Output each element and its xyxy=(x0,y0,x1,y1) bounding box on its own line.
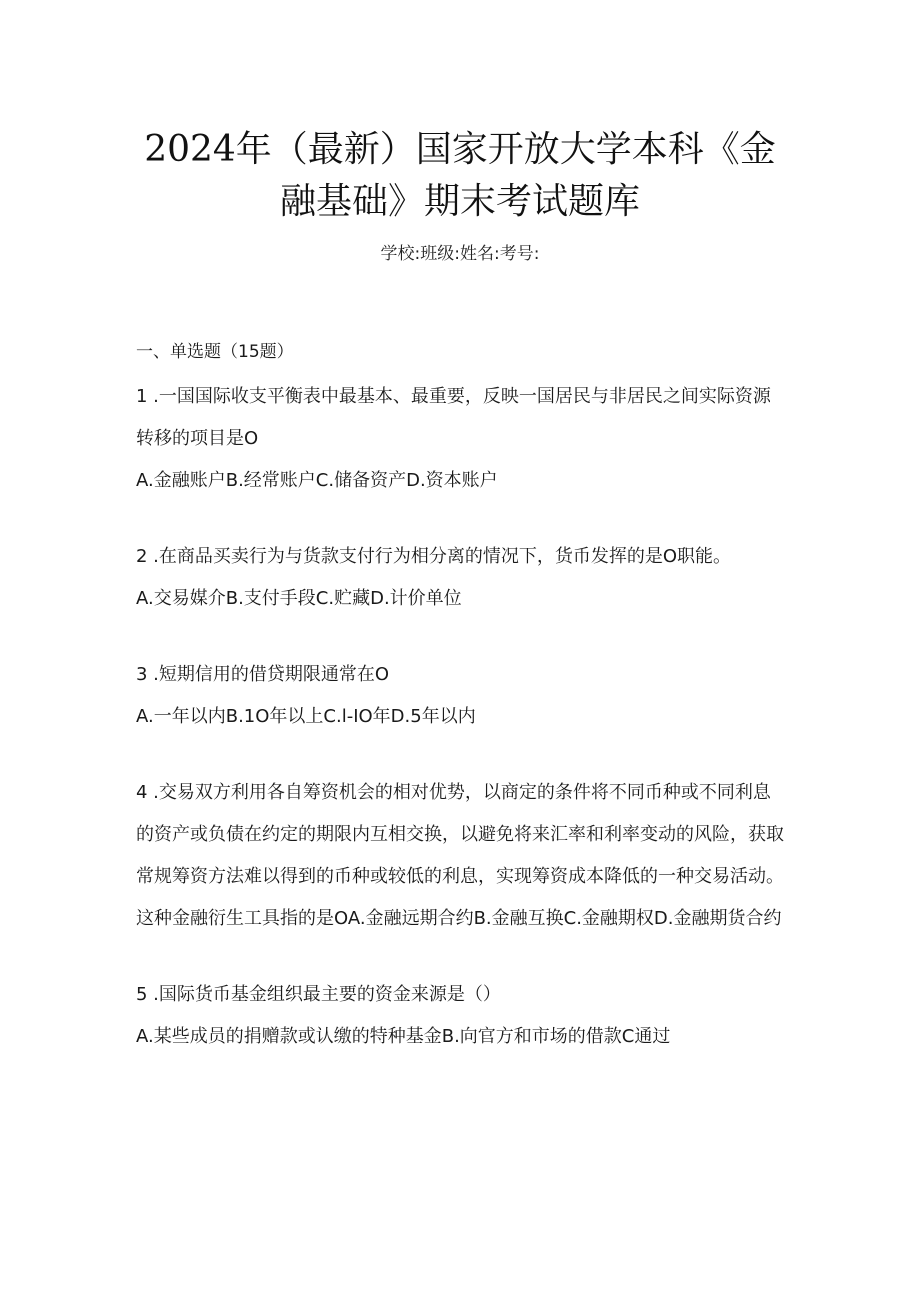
document-title: 2024年（最新）国家开放大学本科《金融基础》期末考试题库 xyxy=(144,129,776,222)
question-stem: 5 .国际货币基金组织最主要的资金来源是（） xyxy=(136,984,501,1005)
question-stem: 4 .交易双方利用各自筹资机会的相对优势，以商定的条件将不同币种或不同利息的资产或负债在约定的期限内互相交换，以避免将来汇率和利率变动的风险，获取常规筹资方法难以得到的币种或较低的利息，实现筹资成本降低的一种交易活动。这种金融衍生工具指的是OA.金融远期合约B.金融互换C.金融期权D.金融期货合约 xyxy=(136,782,784,929)
question-options: A.交易媒介B.支付手段C.贮藏D.计价单位 xyxy=(136,588,462,609)
question-spacer xyxy=(136,502,784,524)
question-1 xyxy=(136,376,784,502)
question-spacer xyxy=(136,738,784,760)
question-5 xyxy=(136,974,784,1058)
question-2 xyxy=(136,536,784,620)
question-4 xyxy=(136,772,784,940)
question-spacer xyxy=(136,940,784,962)
question-stem: 1 .一国国际收支平衡表中最基本、最重要，反映一国居民与非居民之间实际资源转移的项目是O xyxy=(136,386,771,449)
question-3 xyxy=(136,654,784,738)
question-spacer xyxy=(136,620,784,642)
question-options: A.一年以内B.1O年以上C.l-IO年D.5年以内 xyxy=(136,706,476,727)
question-options: A.某些成员的捐赠款或认缴的特种基金B.向官方和市场的借款C通过 xyxy=(136,1026,671,1047)
section-heading: 一、单选题（15题） xyxy=(136,342,294,362)
exam-info-line: 学校:班级:姓名:考号: xyxy=(380,244,540,264)
question-stem: 2 .在商品买卖行为与货款支付行为相分离的情况下，货币发挥的是O职能。 xyxy=(136,546,732,567)
question-stem: 3 .短期信用的借贷期限通常在O xyxy=(136,664,390,685)
question-options: A.金融账户B.经常账户C.储备资产D.资本账户 xyxy=(136,470,498,491)
